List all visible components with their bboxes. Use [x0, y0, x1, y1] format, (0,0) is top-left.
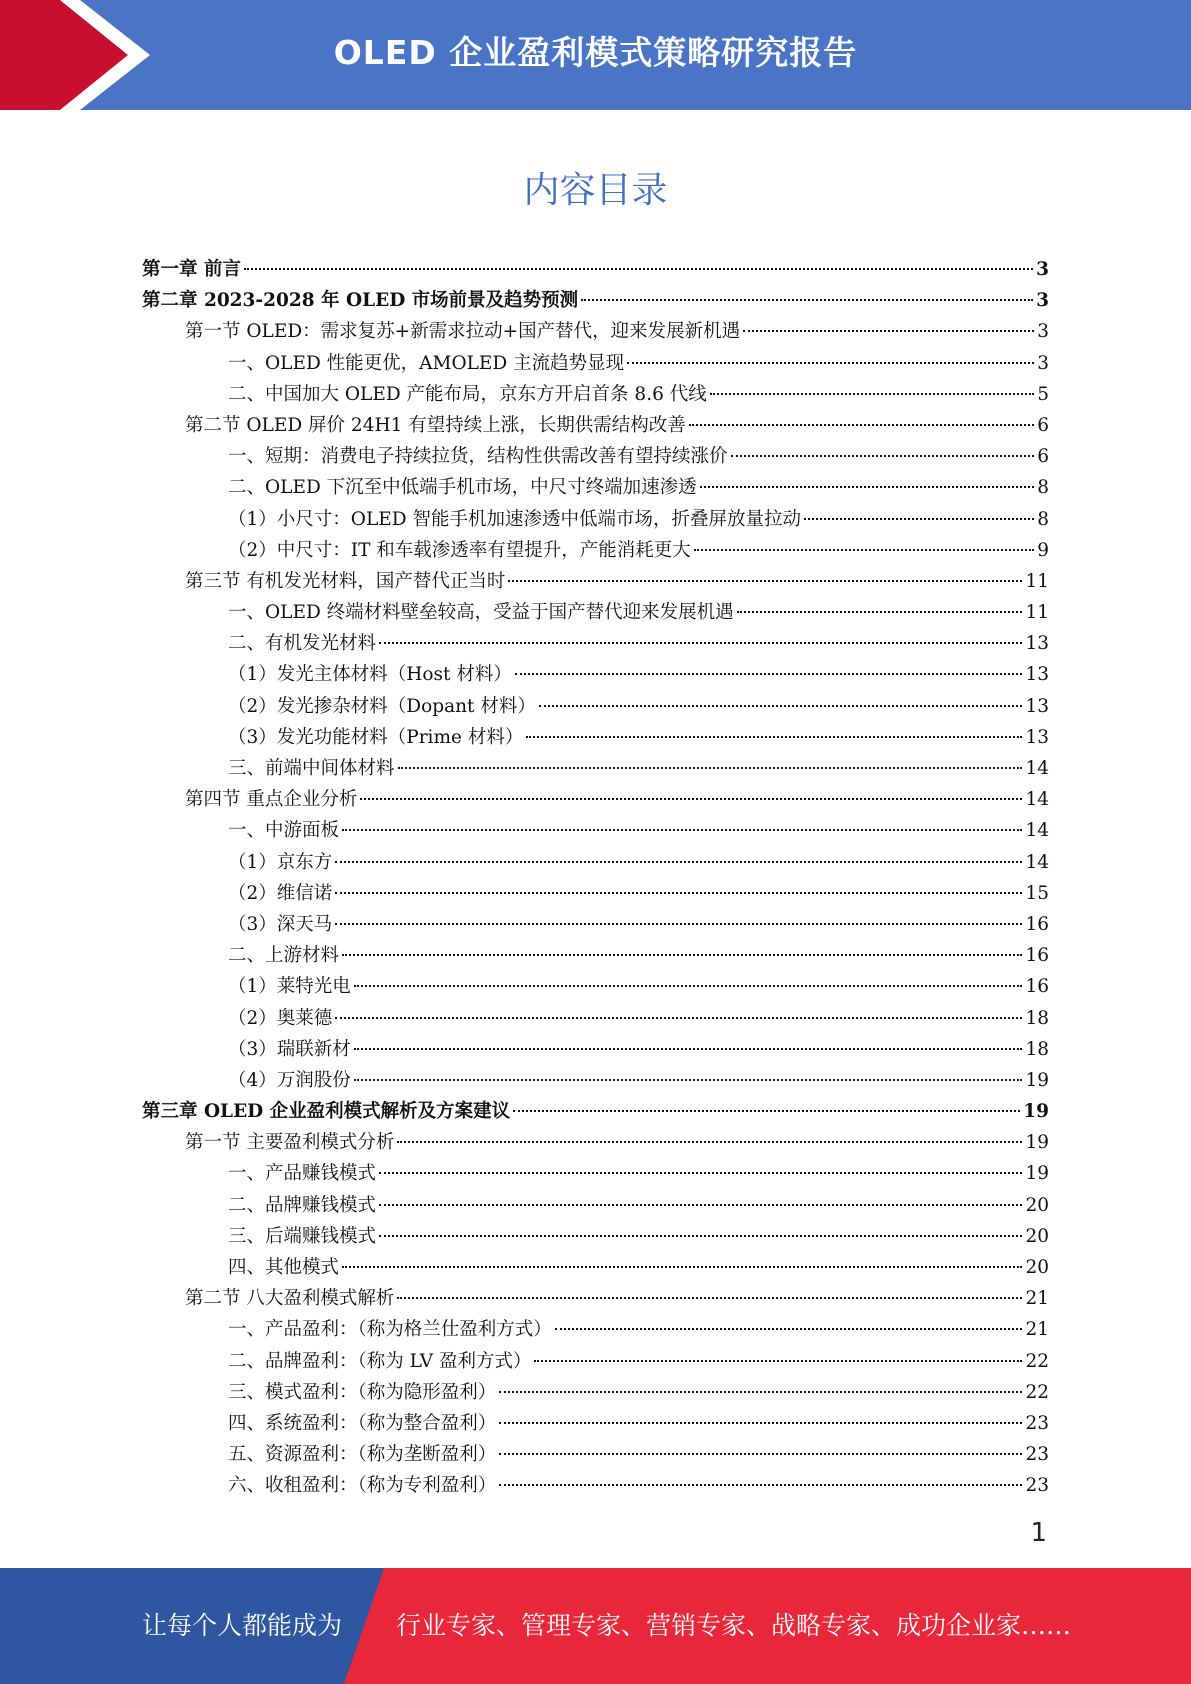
- toc-dot-leader: [335, 1017, 1022, 1019]
- toc-entry-label: （3）瑞联新材: [228, 1038, 351, 1060]
- toc-entry[interactable]: [142, 1346, 1049, 1377]
- toc-entry-page: 21: [1025, 1319, 1049, 1341]
- toc-entry-label: 一、产品盈利：（称为格兰仕盈利方式）: [228, 1319, 552, 1341]
- toc-entry-page: 16: [1025, 976, 1049, 998]
- toc-entry[interactable]: [142, 878, 1049, 909]
- toc-dot-leader: [539, 705, 1023, 707]
- toc-dot-leader: [804, 518, 1034, 520]
- toc-entry-label: 二、OLED 下沉至中低端手机市场，中尺寸终端加速渗透: [228, 477, 697, 499]
- toc-entry-page: 23: [1025, 1475, 1049, 1497]
- toc-entry-label: （2）发光掺杂材料（Dopant 材料）: [228, 695, 536, 717]
- toc-entry-page: 19: [1023, 1101, 1049, 1123]
- toc-dot-leader: [499, 1391, 1022, 1393]
- toc-entry-label: 第三节 有机发光材料，国产替代正当时: [185, 570, 506, 592]
- toc-entry-page: 23: [1025, 1444, 1049, 1466]
- toc-entry-label: 一、中游面板: [228, 820, 340, 842]
- toc-dot-leader: [354, 1079, 1023, 1081]
- toc-entry-label: 第一章 前言: [142, 259, 241, 280]
- toc-entry[interactable]: [142, 348, 1049, 379]
- toc-dot-leader: [335, 861, 1022, 863]
- toc-entry-label: 第二章 2023-2028 年 OLED 市场前景及趋势预测: [142, 290, 579, 312]
- toc-entry-label: 三、后端赚钱模式: [228, 1225, 377, 1247]
- toc-entry-label: 二、品牌赚钱模式: [228, 1194, 377, 1216]
- toc-entry-label: （3）发光功能材料（Prime 材料）: [228, 726, 524, 748]
- toc-entry-label: 第二节 八大盈利模式解析: [185, 1288, 395, 1310]
- toc-dot-leader: [244, 268, 1033, 270]
- toc-entry-page: 13: [1025, 726, 1049, 748]
- toc-dot-leader: [342, 829, 1022, 831]
- toc-entry-label: 一、OLED 性能更优，AMOLED 主流趋势显现: [228, 352, 625, 374]
- toc-entry-label: 一、短期：消费电子持续拉货，结构性供需改善有望持续涨价: [228, 446, 728, 468]
- toc-entry[interactable]: [142, 1158, 1049, 1189]
- toc-entry[interactable]: [142, 691, 1049, 722]
- toc-dot-leader: [499, 1453, 1022, 1455]
- toc-dot-leader: [731, 455, 1035, 457]
- toc-title: 内容目录: [523, 170, 668, 211]
- toc-entry-page: 3: [1037, 352, 1049, 374]
- toc-entry-label: （1）莱特光电: [228, 976, 351, 998]
- toc-entry-page: 20: [1025, 1225, 1049, 1247]
- toc-dot-leader: [342, 1266, 1022, 1268]
- toc-entry-label: 六、收租盈利：（称为专利盈利）: [228, 1475, 497, 1497]
- toc-entry[interactable]: [142, 1221, 1049, 1252]
- footer-slogan-left: 让每个人都能成为: [142, 1611, 343, 1640]
- toc-entry[interactable]: [142, 940, 1049, 971]
- toc-entry-page: 13: [1025, 664, 1049, 686]
- toc-entry[interactable]: [142, 535, 1049, 566]
- toc-dot-leader: [534, 1360, 1022, 1362]
- toc-dot-leader: [737, 611, 1023, 613]
- toc-entry-page: 5: [1037, 383, 1049, 405]
- toc-entry-label: （2）维信诺: [228, 882, 333, 904]
- toc-entry[interactable]: [142, 1096, 1049, 1127]
- toc-entry-page: 3: [1036, 290, 1049, 312]
- toc-entry-page: 6: [1037, 446, 1049, 468]
- toc-entry-page: 19: [1025, 1069, 1049, 1091]
- toc-entry-label: （2）中尺寸：IT 和车载渗透率有望提升，产能消耗更大: [228, 539, 691, 561]
- toc-entry[interactable]: [142, 815, 1049, 846]
- toc-entry[interactable]: [142, 1314, 1049, 1345]
- toc-entry[interactable]: [142, 441, 1049, 472]
- toc-entry[interactable]: [142, 1252, 1049, 1283]
- toc-entry[interactable]: [142, 847, 1049, 878]
- toc-entry-page: 11: [1025, 602, 1049, 624]
- toc-entry-page: 20: [1025, 1257, 1049, 1278]
- toc-entry-page: 13: [1025, 633, 1049, 655]
- toc-entry[interactable]: [142, 472, 1049, 503]
- toc-entry-label: 第二节 OLED 屏价 24H1 有望持续上涨，长期供需结构改善: [185, 414, 686, 436]
- toc-entry[interactable]: [142, 285, 1049, 316]
- toc-dot-leader: [335, 923, 1022, 925]
- toc-entry[interactable]: [142, 1377, 1049, 1408]
- page-header: [0, 0, 1191, 110]
- toc-entry-label: （1）小尺寸：OLED 智能手机加速渗透中低端市场，折叠屏放量拉动: [228, 508, 801, 530]
- page-footer: [0, 1568, 1191, 1684]
- toc-entry-page: 11: [1025, 570, 1049, 592]
- toc-entry-page: 9: [1037, 539, 1049, 561]
- toc-entry-label: （3）深天马: [228, 913, 333, 935]
- toc-entry-page: 14: [1025, 851, 1049, 873]
- toc-dot-leader: [513, 1110, 1020, 1112]
- toc-entry-page: 16: [1025, 945, 1049, 967]
- toc-entry-page: 16: [1025, 913, 1049, 935]
- toc-entry-label: 二、有机发光材料: [228, 633, 377, 655]
- toc-dot-leader: [555, 1328, 1023, 1330]
- toc-entry[interactable]: [142, 659, 1049, 690]
- toc-dot-leader: [335, 892, 1022, 894]
- toc-entry-page: 14: [1025, 820, 1049, 842]
- toc-entry[interactable]: [142, 1439, 1049, 1470]
- toc-entry-page: 6: [1037, 414, 1049, 436]
- toc-entry-label: 第三章 OLED 企业盈利模式解析及方案建议: [142, 1101, 511, 1123]
- toc-entry-page: 18: [1025, 1038, 1049, 1060]
- toc-entry-page: 21: [1025, 1288, 1049, 1310]
- toc-dot-leader: [499, 1422, 1022, 1424]
- toc-dot-leader: [499, 1484, 1022, 1486]
- toc-entry-page: 23: [1025, 1412, 1049, 1434]
- toc-entry-label: 四、系统盈利：（称为整合盈利）: [228, 1412, 497, 1434]
- toc-dot-leader: [627, 362, 1034, 364]
- toc-entry-page: 19: [1025, 1163, 1049, 1185]
- toc-entry-label: 二、中国加大 OLED 产能布局，京东方开启首条 8.6 代线: [228, 383, 707, 405]
- toc-entry[interactable]: [142, 1283, 1049, 1314]
- toc-dot-leader: [397, 1297, 1022, 1299]
- toc-entry-label: 二、上游材料: [228, 945, 340, 967]
- toc-dot-leader: [379, 1172, 1022, 1174]
- toc-dot-leader: [508, 580, 1022, 582]
- toc-dot-leader: [700, 486, 1035, 488]
- toc-dot-leader: [379, 1235, 1022, 1237]
- toc-dot-leader: [342, 954, 1022, 956]
- toc-entry[interactable]: [142, 1470, 1049, 1501]
- toc-dot-leader: [379, 642, 1022, 644]
- toc-entry-page: 14: [1025, 789, 1049, 811]
- toc-entry[interactable]: [142, 1408, 1049, 1439]
- toc-entry[interactable]: [142, 254, 1049, 285]
- toc-dot-leader: [397, 1141, 1022, 1143]
- toc-entry[interactable]: [142, 753, 1049, 784]
- toc-entry[interactable]: [142, 1190, 1049, 1221]
- toc-entry[interactable]: [142, 504, 1049, 535]
- toc-dot-leader: [515, 673, 1023, 675]
- toc-entry-page: 22: [1025, 1350, 1049, 1372]
- toc-dot-leader: [379, 1204, 1022, 1206]
- toc-entry[interactable]: [142, 1003, 1049, 1034]
- toc-entry[interactable]: [142, 784, 1049, 815]
- toc-entry-label: 三、前端中间体材料: [228, 758, 395, 779]
- toc-entry-label: 一、产品赚钱模式: [228, 1163, 377, 1185]
- toc-entry[interactable]: [142, 1034, 1049, 1065]
- toc-entry-page: 14: [1025, 758, 1049, 779]
- footer-slogan-right: 行业专家、管理专家、营销专家、战略专家、成功企业家……: [396, 1611, 1072, 1640]
- toc-dot-leader: [354, 985, 1023, 987]
- toc-entry-label: （4）万润股份: [228, 1069, 351, 1091]
- toc-entry-label: 二、品牌盈利：（称为 LV 盈利方式）: [228, 1350, 532, 1372]
- toc-entry-page: 20: [1025, 1194, 1049, 1216]
- toc-entry[interactable]: [142, 971, 1049, 1002]
- toc-entry-page: 3: [1037, 321, 1049, 343]
- toc-entry[interactable]: [142, 909, 1049, 940]
- toc-entry[interactable]: [142, 597, 1049, 628]
- toc-entry-page: 3: [1036, 259, 1049, 280]
- toc-entry[interactable]: [142, 316, 1049, 347]
- toc-entry-page: 22: [1025, 1381, 1049, 1403]
- toc-entry-label: 五、资源盈利：（称为垄断盈利）: [228, 1444, 497, 1466]
- toc-entry-page: 8: [1037, 477, 1049, 499]
- toc-entry[interactable]: [142, 566, 1049, 597]
- toc-entry[interactable]: [142, 1065, 1049, 1096]
- toc-dot-leader: [360, 798, 1022, 800]
- toc-entry-page: 19: [1025, 1132, 1049, 1154]
- toc-entry-label: 一、OLED 终端材料壁垒较高，受益于国产替代迎来发展机遇: [228, 602, 734, 624]
- toc-dot-leader: [743, 330, 1034, 332]
- toc-entry-label: （1）京东方: [228, 851, 333, 873]
- toc-dot-leader: [694, 549, 1034, 551]
- toc-entry[interactable]: [142, 628, 1049, 659]
- toc-entry[interactable]: [142, 379, 1049, 410]
- table-of-contents: [142, 254, 1049, 1502]
- header-title: OLED 企业盈利模式策略研究报告: [333, 33, 858, 72]
- toc-dot-leader: [354, 1048, 1023, 1050]
- toc-entry-label: 三、模式盈利：（称为隐形盈利）: [228, 1381, 497, 1403]
- toc-entry[interactable]: [142, 410, 1049, 441]
- toc-dot-leader: [581, 299, 1033, 301]
- toc-entry[interactable]: [142, 722, 1049, 753]
- toc-entry-page: 8: [1037, 508, 1049, 530]
- toc-entry-page: 13: [1025, 695, 1049, 717]
- toc-entry-label: 第一节 主要盈利模式分析: [185, 1132, 395, 1154]
- toc-entry[interactable]: [142, 1127, 1049, 1158]
- toc-entry-label: 第一节 OLED：需求复苏+新需求拉动+国产替代，迎来发展新机遇: [185, 321, 741, 343]
- toc-entry-label: （1）发光主体材料（Host 材料）: [228, 664, 512, 686]
- toc-entry-label: （2）奥莱德: [228, 1007, 333, 1029]
- toc-dot-leader: [526, 736, 1022, 738]
- page-number: 1: [1030, 1518, 1047, 1548]
- toc-entry-page: 18: [1025, 1007, 1049, 1029]
- toc-dot-leader: [710, 393, 1034, 395]
- toc-entry-label: 第四节 重点企业分析: [185, 789, 358, 811]
- toc-dot-leader: [398, 767, 1023, 769]
- toc-entry-page: 15: [1025, 882, 1049, 904]
- toc-dot-leader: [689, 424, 1034, 426]
- toc-entry-label: 四、其他模式: [228, 1257, 340, 1278]
